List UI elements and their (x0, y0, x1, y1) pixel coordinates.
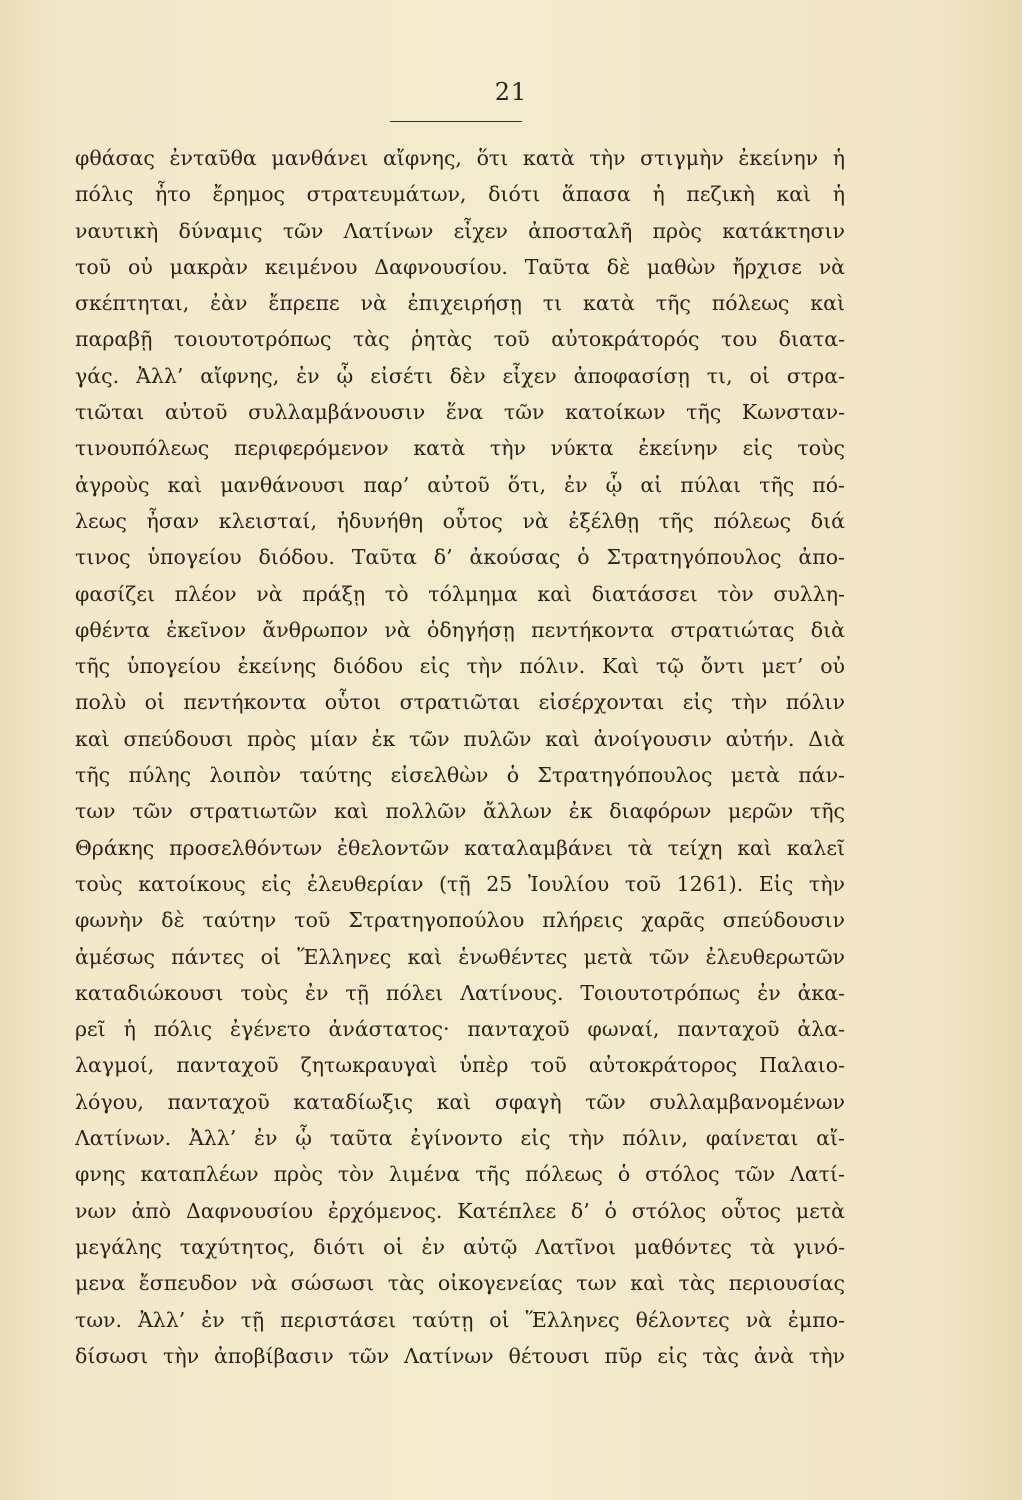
text-line: ἀμέσως πάντες οἱ Ἕλληνες καὶ ἑνωθέντες μετὰ τῶν ἐλευθερωτῶν (75, 944, 845, 969)
text-line: φθάσας ἐνταῦθα μανθάνει αἴφνης, ὅτι κατὰ τὴν στιγμὴν ἐκείνην ἡ (75, 146, 845, 170)
text-line: ἀγροὺς καὶ μανθάνουσι παρ’ αὐτοῦ ὅτι, ἐν ᾧ αἱ πύλαι τῆς πό- (75, 472, 845, 497)
text-line: πόλις ἦτο ἔρημος στρατευμάτων, διότι ἅπασα ἡ πεζικὴ καὶ ἡ (75, 182, 845, 207)
text-line: λαγμοί, πανταχοῦ ζητωκραυγαὶ ὑπὲρ τοῦ αὐτοκράτορος Παλαιο- (75, 1053, 845, 1078)
text-line: γάς. Ἀλλ’ αἴφνης, ἐν ᾧ εἰσέτι δὲν εἶχεν ἀποφασίσῃ τι, οἱ στρα- (75, 363, 845, 388)
text-line: σκέπτηται, ἐὰν ἔπρεπε νὰ ἐπιχειρήσῃ τι κατὰ τῆς πόλεως καὶ (75, 291, 845, 316)
text-line: τινουπόλεως περιφερόμενον κατὰ τὴν νύκτα ἐκείνην εἰς τοὺς (75, 436, 845, 461)
text-line: ναυτικὴ δύναμις τῶν Λατίνων εἶχεν ἀποσταλῆ πρὸς κατάκτησιν (75, 218, 845, 243)
text-line: καὶ σπεύδουσι πρὸς μίαν ἐκ τῶν πυλῶν καὶ ἀνοίγουσιν αὐτήν. Διὰ (75, 726, 845, 751)
text-line: ρεῖ ἡ πόλις ἐγένετο ἀνάστατος· πανταχοῦ φωναί, πανταχοῦ ἀλα- (75, 1017, 845, 1042)
text-line: πολὺ οἱ πεντήκοντα οὗτοι στρατιῶται εἰσέρχονται εἰς τὴν πόλιν (75, 690, 845, 715)
text-line: φασίζει πλέον νὰ πράξῃ τὸ τόλμημα καὶ διατάσσει τὸν συλλη- (75, 581, 845, 606)
text-line: μενα ἔσπευδον νὰ σώσωσι τὰς οἰκογενείας των καὶ τὰς περιουσίας (75, 1271, 845, 1296)
text-line: φωνὴν δὲ ταύτην τοῦ Στρατηγοπούλου πλήρεις χαρᾶς σπεύδουσιν (75, 908, 845, 933)
text-line: τοὺς κατοίκους εἰς ἐλευθερίαν (τῇ 25 Ἰουλίου τοῦ 1261). Εἰς τὴν (75, 871, 845, 896)
page-number: 21 (494, 78, 528, 106)
body-text (75, 140, 845, 1374)
text-line: λεως ἦσαν κλεισταί, ἠδυνήθη οὗτος νὰ ἐξέλθῃ τῆς πόλεως διά (75, 508, 845, 533)
text-line: καταδιώκουσι τοὺς ἐν τῇ πόλει Λατίνους. Τοιουτοτρόπως ἐν ἀκα- (75, 980, 845, 1005)
text-line: τῆς πύλης λοιπὸν ταύτης εἰσελθὼν ὁ Στρατηγόπουλος μετὰ πάν- (75, 763, 845, 788)
text-line: τιῶται αὐτοῦ συλλαμβάνουσιν ἕνα τῶν κατοίκων τῆς Κωνσταν- (75, 400, 845, 425)
text-line: Θράκης προσελθόντων ἐθελοντῶν καταλαμβάνει τὰ τείχη καὶ καλεῖ (75, 835, 845, 860)
text-line: φθέντα ἐκεῖνον ἄνθρωπον νὰ ὁδηγήσῃ πεντήκοντα στρατιώτας διὰ (75, 617, 845, 642)
text-line: λόγου, πανταχοῦ καταδίωξις καὶ σφαγὴ τῶν συλλαμβανομένων (75, 1089, 845, 1114)
text-line: δίσωσι τὴν ἀποβίβασιν τῶν Λατίνων θέτουσι πῦρ εἰς τὰς ἀνὰ τὴν (75, 1343, 845, 1368)
text-line: τοῦ οὐ μακρὰν κειμένου Δαφνουσίου. Ταῦτα δὲ μαθὼν ἤρχισε νὰ (75, 254, 845, 279)
text-line: τινος ὑπογείου διόδου. Ταῦτα δ’ ἀκούσας ὁ Στρατηγόπουλος ἀπο- (75, 545, 845, 570)
text-line: των τῶν στρατιωτῶν καὶ πολλῶν ἄλλων ἐκ διαφόρων μερῶν τῆς (75, 799, 845, 824)
text-line: τῆς ὑπογείου ἐκείνης διόδου εἰς τὴν πόλιν. Καὶ τῷ ὄντι μετ’ οὐ (75, 654, 845, 679)
text-line: φνης καταπλέων πρὸς τὸν λιμένα τῆς πόλεως ὁ στόλος τῶν Λατί- (75, 1162, 845, 1187)
text-line: Λατίνων. Ἀλλ’ ἐν ᾧ ταῦτα ἐγίνοντο εἰς τὴν πόλιν, φαίνεται αἴ- (75, 1126, 845, 1151)
header-rule (390, 121, 522, 122)
text-line: μεγάλης ταχύτητος, διότι οἱ ἐν αὐτῷ Λατῖνοι μαθόντες τὰ γινό- (75, 1234, 845, 1259)
text-line: παραβῇ τοιουτοτρόπως τὰς ῥητὰς τοῦ αὐτοκράτορός του διατα- (75, 327, 845, 352)
text-line: των. Ἀλλ’ ἐν τῇ περιστάσει ταύτῃ οἱ Ἕλληνες θέλοντες νὰ ἐμπο- (75, 1307, 845, 1332)
text-line: νων ἀπὸ Δαφνουσίου ἐρχόμενος. Κατέπλεε δ’ ὁ στόλος οὗτος μετὰ (75, 1198, 845, 1223)
